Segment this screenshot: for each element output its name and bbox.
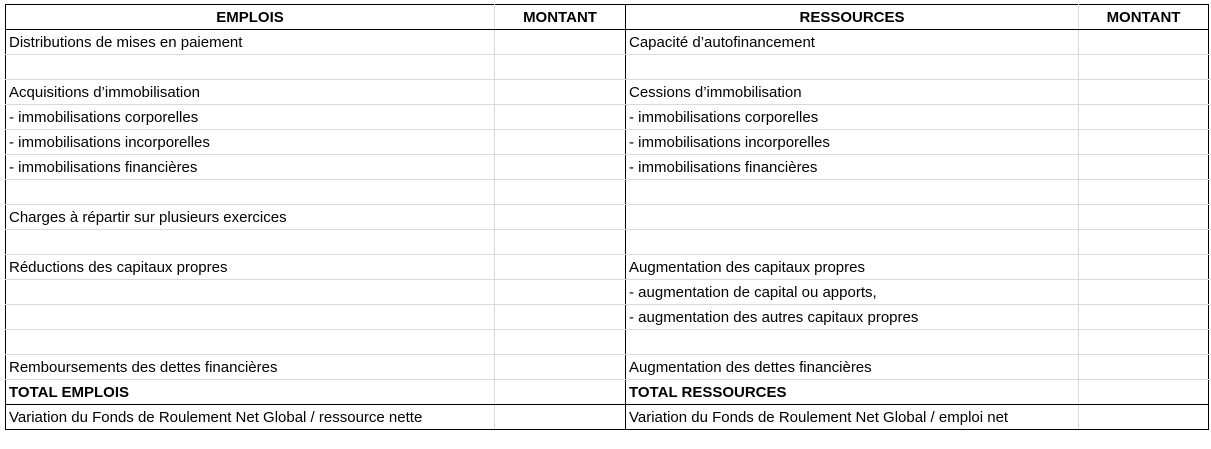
table-row [6, 305, 1209, 330]
montant-cell[interactable] [495, 105, 626, 130]
table-row [6, 355, 1209, 380]
total-row [6, 380, 1209, 405]
ressource-cell[interactable] [626, 205, 1079, 230]
emploi-cell[interactable]: - immobilisations financières [6, 155, 495, 180]
variation-ressources-montant[interactable] [1079, 405, 1209, 430]
total-ressources-montant[interactable] [1079, 380, 1209, 405]
montant-cell[interactable] [495, 330, 626, 355]
table-row [6, 255, 1209, 280]
montant-cell[interactable] [1079, 130, 1209, 155]
montant-cell[interactable] [1079, 180, 1209, 205]
emploi-cell[interactable]: Réductions des capitaux propres [6, 255, 495, 280]
variation-emplois-montant[interactable] [495, 405, 626, 430]
montant-cell[interactable] [1079, 205, 1209, 230]
ressource-cell[interactable] [626, 230, 1079, 255]
emploi-cell[interactable] [6, 180, 495, 205]
ressource-cell[interactable]: - augmentation de capital ou apports, [626, 280, 1079, 305]
montant-cell[interactable] [1079, 305, 1209, 330]
montant-cell[interactable] [495, 130, 626, 155]
ressource-cell[interactable]: - immobilisations financières [626, 155, 1079, 180]
ressource-cell[interactable]: Augmentation des dettes financières [626, 355, 1079, 380]
spreadsheet-table [5, 4, 1208, 430]
montant-cell[interactable] [495, 205, 626, 230]
montant-cell[interactable] [495, 30, 626, 55]
montant-cell[interactable] [495, 255, 626, 280]
montant-cell[interactable] [1079, 355, 1209, 380]
montant-cell[interactable] [1079, 155, 1209, 180]
montant-cell[interactable] [495, 355, 626, 380]
montant-cell[interactable] [1079, 230, 1209, 255]
ressource-cell[interactable]: - augmentation des autres capitaux propres [626, 305, 1079, 330]
emploi-cell[interactable]: Distributions de mises en paiement [6, 30, 495, 55]
ressource-cell[interactable]: Augmentation des capitaux propres [626, 255, 1079, 280]
montant-cell[interactable] [1079, 255, 1209, 280]
montant-cell[interactable] [495, 155, 626, 180]
variation-row [6, 405, 1209, 430]
table-row [6, 55, 1209, 80]
table-row [6, 330, 1209, 355]
montant-cell[interactable] [1079, 30, 1209, 55]
table-row [6, 205, 1209, 230]
montant-cell[interactable] [1079, 280, 1209, 305]
emploi-cell[interactable]: Acquisitions d’immobilisation [6, 80, 495, 105]
header-row [6, 5, 1209, 30]
ressource-cell[interactable]: Cessions d’immobilisation [626, 80, 1079, 105]
emploi-cell[interactable] [6, 305, 495, 330]
emploi-cell[interactable] [6, 230, 495, 255]
ressource-cell[interactable]: - immobilisations incorporelles [626, 130, 1079, 155]
montant-cell[interactable] [495, 280, 626, 305]
header-montant-right[interactable]: MONTANT [1079, 5, 1209, 30]
total-emplois-label[interactable]: TOTAL EMPLOIS [6, 380, 495, 405]
montant-cell[interactable] [1079, 330, 1209, 355]
montant-cell[interactable] [495, 230, 626, 255]
emploi-cell[interactable]: Remboursements des dettes financières [6, 355, 495, 380]
montant-cell[interactable] [1079, 105, 1209, 130]
ressource-cell[interactable]: Capacité d’autofinancement [626, 30, 1079, 55]
montant-cell[interactable] [1079, 55, 1209, 80]
table-row [6, 230, 1209, 255]
table-row [6, 280, 1209, 305]
header-emplois[interactable]: EMPLOIS [6, 5, 495, 30]
emploi-cell[interactable]: - immobilisations corporelles [6, 105, 495, 130]
ressource-cell[interactable] [626, 55, 1079, 80]
emploi-cell[interactable]: - immobilisations incorporelles [6, 130, 495, 155]
table-row [6, 80, 1209, 105]
header-ressources[interactable]: RESSOURCES [626, 5, 1079, 30]
variation-emplois-label[interactable]: Variation du Fonds de Roulement Net Global / ressource nette [6, 405, 495, 430]
header-montant-left[interactable]: MONTANT [495, 5, 626, 30]
emploi-cell[interactable] [6, 280, 495, 305]
montant-cell[interactable] [495, 305, 626, 330]
emploi-cell[interactable]: Charges à répartir sur plusieurs exercices [6, 205, 495, 230]
montant-cell[interactable] [495, 180, 626, 205]
emploi-cell[interactable] [6, 55, 495, 80]
table-row [6, 180, 1209, 205]
emploi-cell[interactable] [6, 330, 495, 355]
financing-table [5, 4, 1209, 430]
table-row [6, 105, 1209, 130]
ressource-cell[interactable]: - immobilisations corporelles [626, 105, 1079, 130]
total-ressources-label[interactable]: TOTAL RESSOURCES [626, 380, 1079, 405]
table-row [6, 30, 1209, 55]
total-emplois-montant[interactable] [495, 380, 626, 405]
montant-cell[interactable] [495, 55, 626, 80]
montant-cell[interactable] [495, 80, 626, 105]
table-row [6, 130, 1209, 155]
variation-ressources-label[interactable]: Variation du Fonds de Roulement Net Global / emploi net [626, 405, 1079, 430]
table-row [6, 155, 1209, 180]
ressource-cell[interactable] [626, 180, 1079, 205]
ressource-cell[interactable] [626, 330, 1079, 355]
montant-cell[interactable] [1079, 80, 1209, 105]
